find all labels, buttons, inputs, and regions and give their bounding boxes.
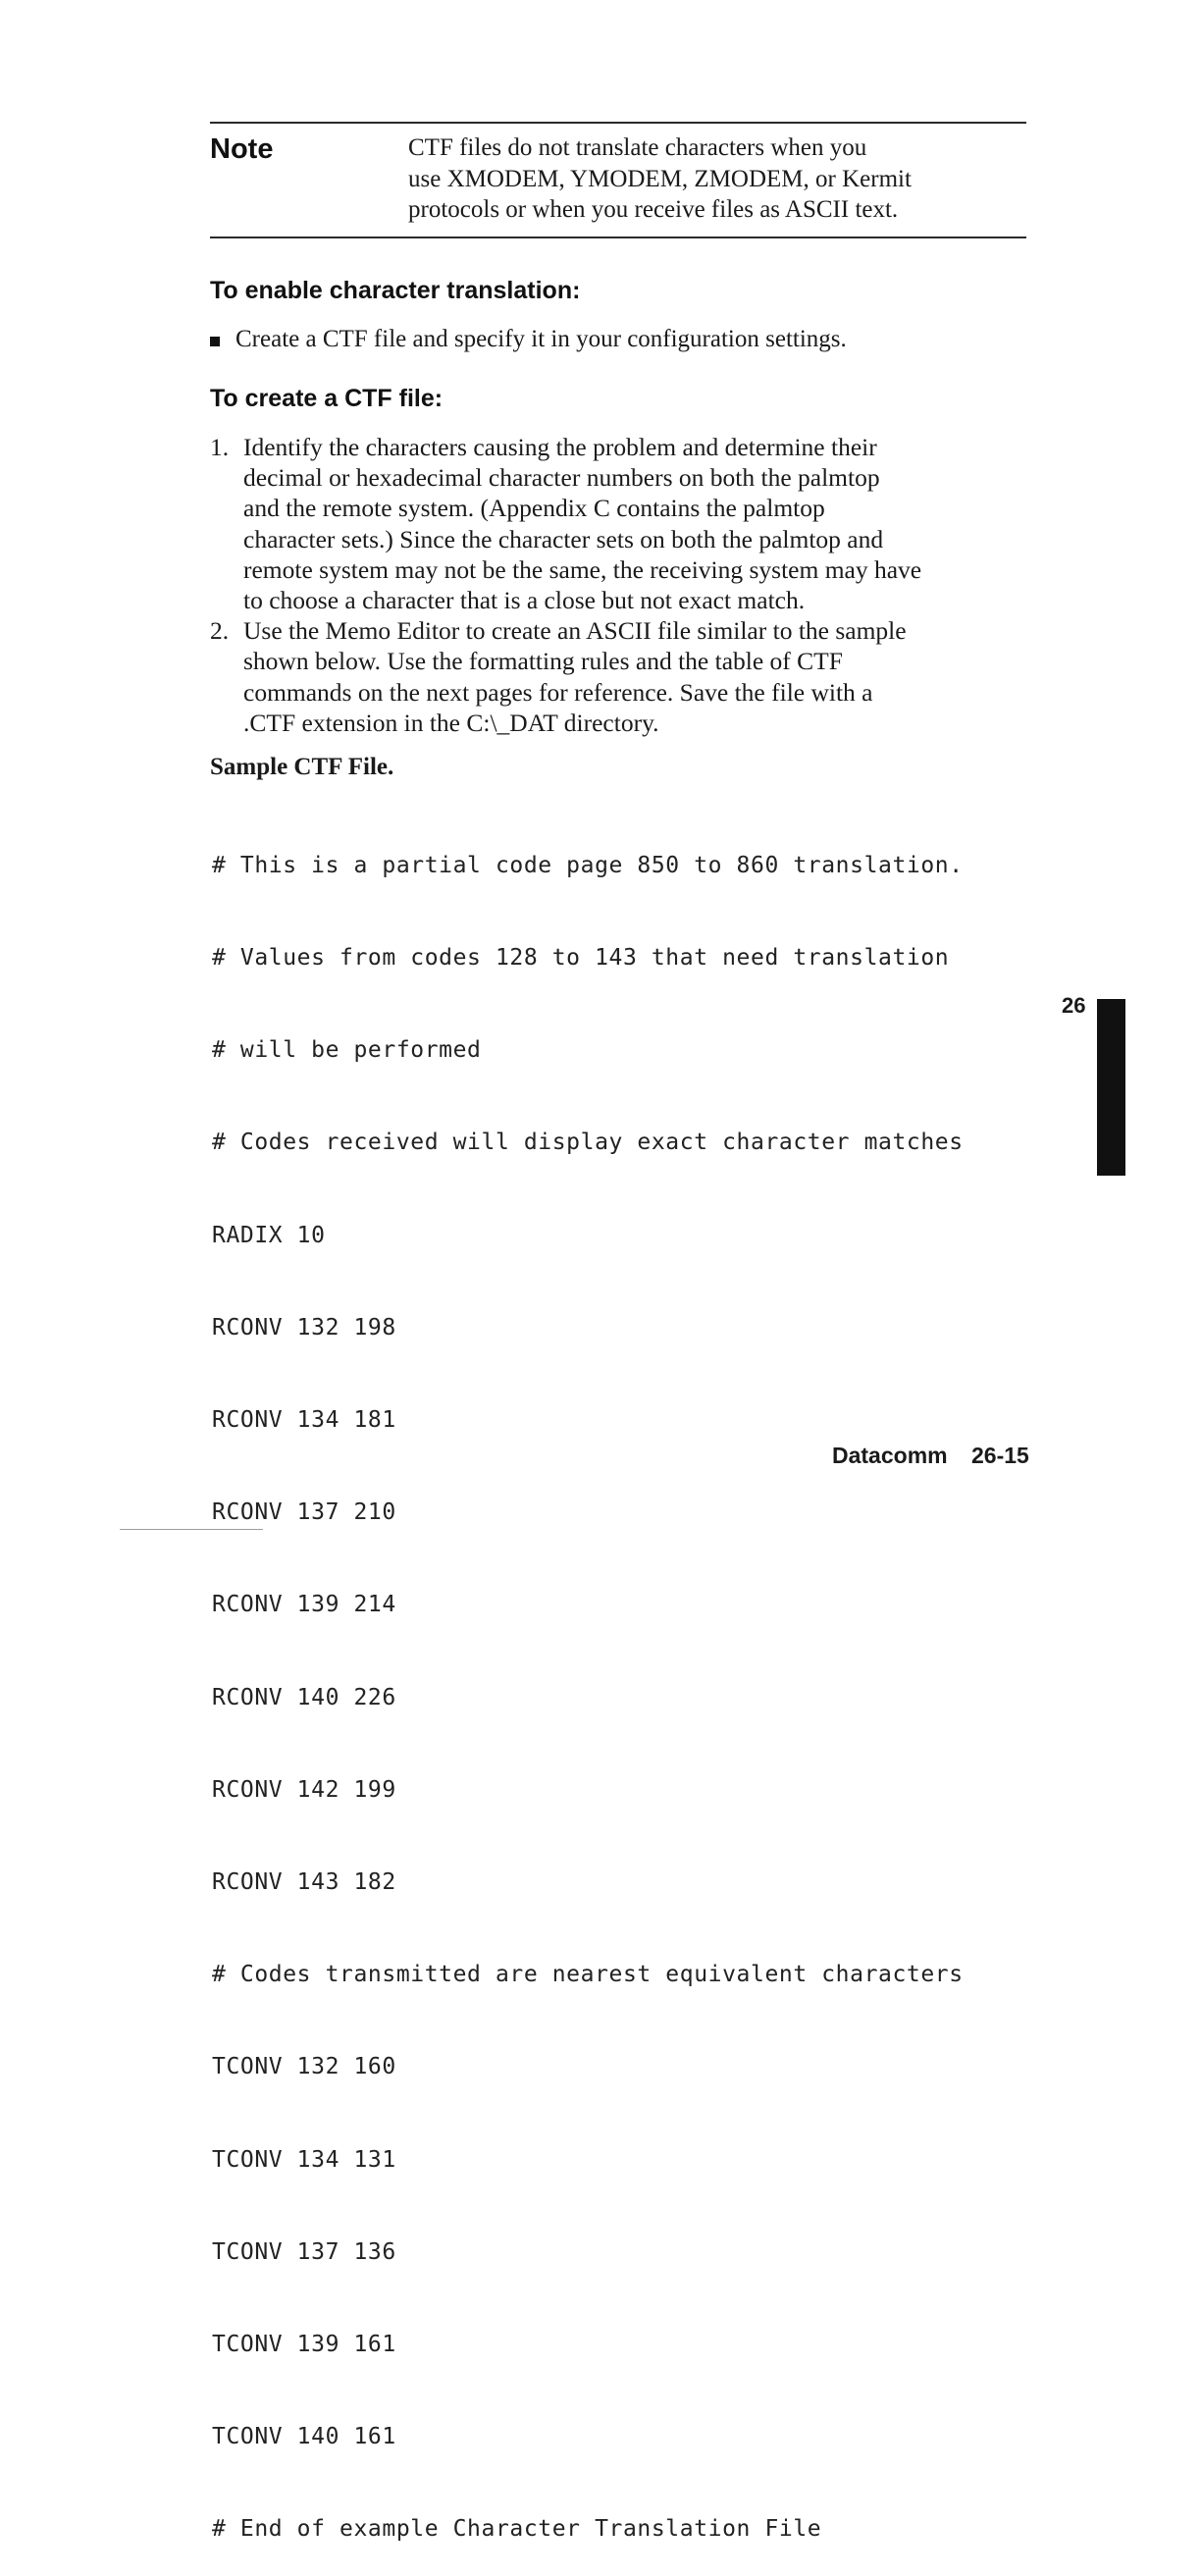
code-line: # Codes transmitted are nearest equivalent characters (212, 1962, 964, 1988)
square-bullet-icon (210, 337, 220, 346)
step-line: .CTF extension in the C:\_DAT directory. (243, 708, 659, 737)
step-text (243, 615, 1028, 738)
bullet-text: Create a CTF file and specify it in your configuration settings. (235, 326, 847, 352)
note-bottom-rule (210, 237, 1026, 238)
step-line: decimal or hexadecimal character numbers on both the palmtop (243, 463, 880, 493)
steps-list (210, 432, 1034, 738)
step-number: 2. (210, 616, 230, 646)
code-line: # This is a partial code page 850 to 860 translation. (212, 852, 964, 878)
code-line: # Values from codes 128 to 143 that need translation (212, 945, 950, 972)
step-text (243, 432, 1028, 615)
code-line: RADIX 10 (212, 1222, 326, 1248)
sample-code-block (212, 789, 1056, 2576)
note-line: use XMODEM, YMODEM, ZMODEM, or Kermit (408, 165, 912, 192)
footer-section: Datacomm (832, 1443, 948, 1468)
note-line: CTF files do not translate characters when you (408, 134, 867, 161)
code-line: RCONV 132 198 (212, 1314, 396, 1341)
step-line: remote system may not be the same, the receiving system may have (243, 554, 922, 584)
step-line: shown below. Use the formatting rules and the table of CTF (243, 647, 843, 676)
note-line: protocols or when you receive files as ASCII text. (408, 196, 899, 223)
step-line: character sets.) Since the character sets on both the palmtop and (243, 524, 884, 553)
step-2 (210, 615, 1034, 738)
code-line: TCONV 139 161 (212, 2332, 396, 2358)
chapter-tab-bar (1097, 999, 1125, 1176)
code-line: TCONV 134 131 (212, 2146, 396, 2173)
code-line: TCONV 137 136 (212, 2238, 396, 2265)
create-ctf-heading: To create a CTF file: (210, 385, 444, 412)
step-1 (210, 432, 1034, 615)
code-line: # End of example Character Translation File (212, 2516, 822, 2543)
code-line: RCONV 134 181 (212, 1407, 396, 1434)
footer-page-number: 26-15 (971, 1443, 1029, 1468)
scan-edge-line (120, 1529, 263, 1530)
step-line: Use the Memo Editor to create an ASCII file similar to the sample (243, 616, 907, 646)
bullet-item (210, 324, 1024, 355)
code-line: # will be performed (212, 1037, 482, 1064)
code-line: RCONV 140 226 (212, 1684, 396, 1710)
note-top-rule (210, 122, 1026, 124)
note-text (408, 132, 1036, 226)
code-line: TCONV 132 160 (212, 2054, 396, 2080)
step-line: to choose a character that is a close but not exact match. (243, 586, 806, 615)
note-label: Note (210, 133, 274, 165)
sample-file-title: Sample CTF File. (210, 754, 394, 780)
code-line: RCONV 139 214 (212, 1592, 396, 1618)
code-line: RCONV 142 199 (212, 1776, 396, 1803)
step-line: and the remote system. (Appendix C contains the palmtop (243, 494, 825, 523)
code-line: RCONV 137 210 (212, 1499, 396, 1526)
code-line: RCONV 143 182 (212, 1869, 396, 1896)
step-number: 1. (210, 433, 230, 461)
page-footer (832, 1443, 1029, 1469)
step-line: commands on the next pages for reference. Save the file with a (243, 677, 873, 707)
code-line: # Codes received will display exact character matches (212, 1130, 964, 1156)
step-line: Identify the characters causing the problem and determine their (243, 433, 877, 461)
chapter-tab-number: 26 (1062, 993, 1086, 1018)
code-line: TCONV 140 161 (212, 2424, 396, 2450)
enable-translation-heading: To enable character translation: (210, 277, 581, 304)
